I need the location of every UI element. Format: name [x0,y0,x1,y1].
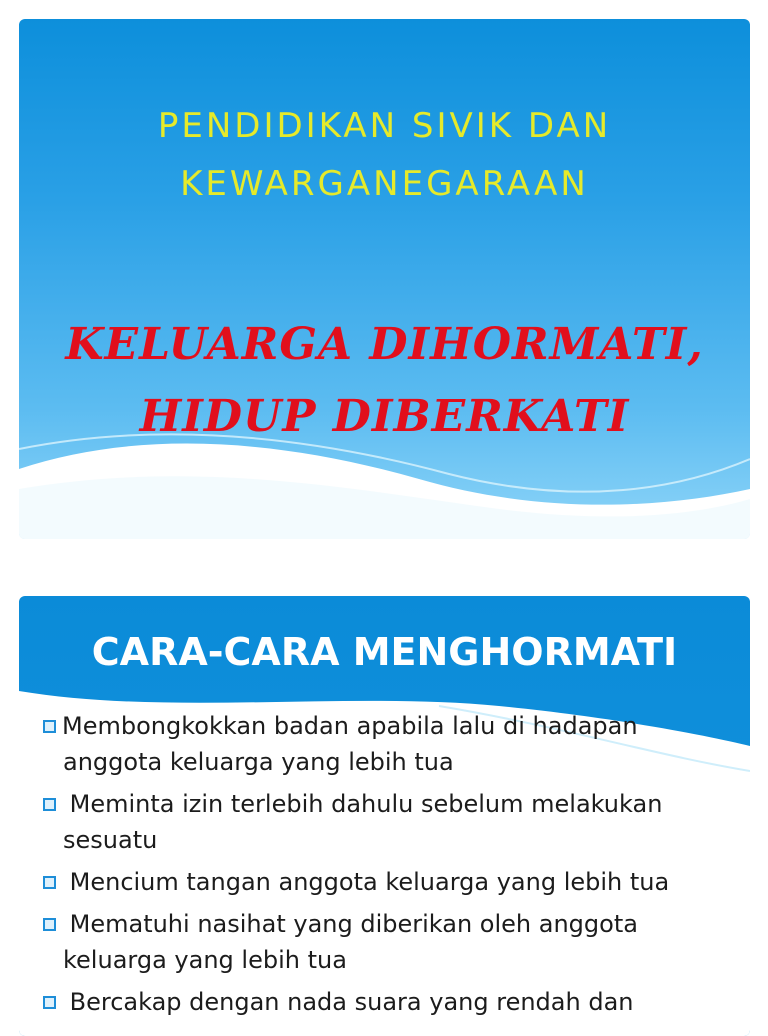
checkbox-bullet-icon [43,918,56,931]
list-item [43,786,733,858]
content-slide [19,596,750,1036]
bullet-text-line-1: Mematuhi nasihat yang diberikan oleh anggota [62,910,638,938]
title-slide [19,19,750,539]
bullet-text-line-1: Membongkokkan badan apabila lalu di hadapan [62,712,638,740]
course-title-line-2: KEWARGANEGARAAN [180,164,589,204]
bullet-text-line-1: Bercakap dengan nada suara yang rendah dan [62,988,634,1016]
slide-heading: CARA-CARA MENGHORMATI [91,630,678,674]
bullet-text-line-2: keluarga yang lebih tua [63,946,347,974]
bullet-text-line-1: Mencium tangan anggota keluarga yang lebih tua [62,868,670,896]
theme-title [19,309,750,453]
bullet-text-line-2: sesuatu [63,826,158,854]
bullet-text-line-2: anggota keluarga yang lebih tua [63,748,454,776]
list-item [43,708,733,780]
checkbox-bullet-icon [43,876,56,889]
theme-title-line-2: HIDUP DIBERKATI [139,391,630,442]
checkbox-bullet-icon [43,720,56,733]
bullet-text-line-1: Meminta izin terlebih dahulu sebelum melakukan [62,790,663,818]
theme-title-line-1: KELUARGA DIHORMATI, [65,319,704,370]
checkbox-bullet-icon [43,996,56,1009]
course-title-line-1: PENDIDIKAN SIVIK DAN [157,106,612,146]
list-item [43,984,733,1020]
list-item [43,864,733,900]
list-item [43,906,733,978]
checkbox-bullet-icon [43,798,56,811]
course-title [19,97,750,213]
bullet-list [43,708,733,1026]
